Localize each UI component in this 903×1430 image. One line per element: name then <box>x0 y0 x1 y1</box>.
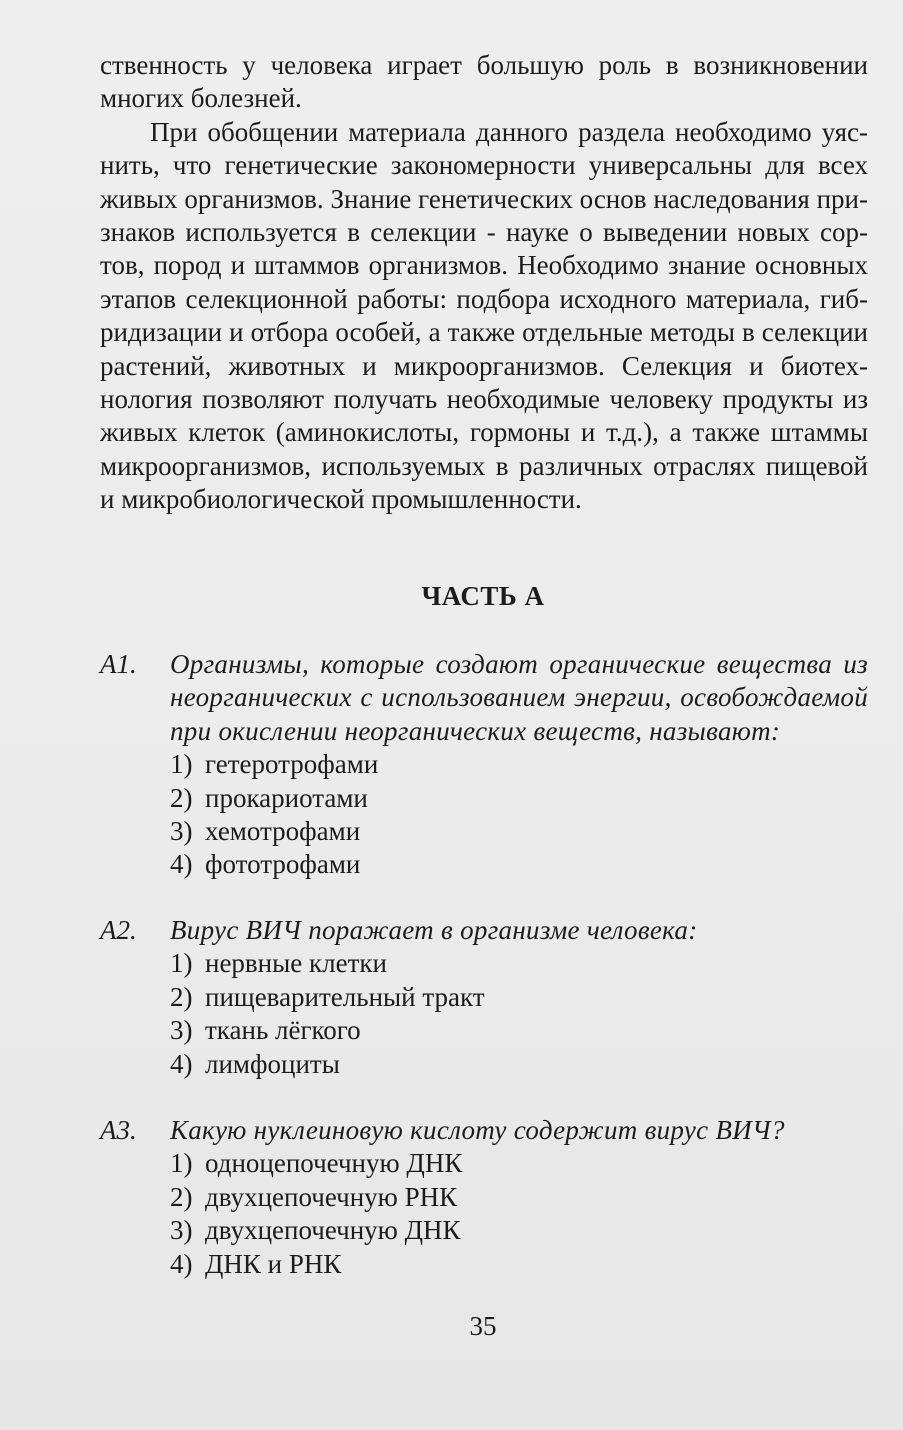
option-text: фототрофами <box>205 849 361 880</box>
answer-option <box>170 1214 868 1247</box>
option-number: 4) <box>170 849 193 880</box>
question-number: А1. <box>100 649 137 679</box>
option-text: хемотрофами <box>205 816 361 847</box>
option-number: 1) <box>170 948 193 979</box>
answer-option <box>170 1248 868 1281</box>
answer-option <box>170 981 868 1014</box>
page-number: 35 <box>469 1311 497 1341</box>
question-a1 <box>100 648 868 882</box>
option-text: прокариотами <box>205 782 368 813</box>
option-number: 2) <box>170 981 193 1012</box>
answer-option <box>170 782 868 815</box>
answer-options <box>170 748 868 882</box>
answer-option <box>170 815 868 848</box>
question-a2 <box>100 914 868 1081</box>
option-number: 2) <box>170 1181 193 1212</box>
option-number: 2) <box>170 782 193 813</box>
question-number: А3. <box>100 1115 137 1145</box>
question-text: Вирус ВИЧ поражает в организме человека: <box>170 915 698 945</box>
answer-option <box>170 848 868 881</box>
option-text: одноцепочечную ДНК <box>205 1148 463 1179</box>
option-text: нервные клетки <box>205 948 387 979</box>
answer-option <box>170 947 868 980</box>
question-text: Организмы, которые создают органические вещества из неорганических с использованием энергии, освобождаемой при окислении неорганических веществ, называют: <box>170 649 868 746</box>
option-number: 4) <box>170 1048 193 1079</box>
answer-option <box>170 1181 868 1214</box>
option-number: 3) <box>170 1215 193 1246</box>
answer-option <box>170 748 868 781</box>
option-number: 3) <box>170 816 193 847</box>
answer-option <box>170 1147 868 1180</box>
paragraph-summary: При обобщении материала данного раздела необходимо уяснить, что генетические закономерности универсальны для всех живых организмов. Знание генетических основ наследования признаков используется в селекции - науке о выведении новых сортов, пород и штаммов организмов. Необходимо знание основных этапов селекционной работы: подбора исходного материала, гибридизации и отбора особей, а также отдельные методы в селекции растений, животных и микроорганизмов. Селекция и биотехнология позволяют получать необходимые человеку продукты из живых клеток (аминокислоты, гормоны и т.д.), а также штаммы микроорганизмов, используемых в различных отраслях пищевой и микробиологической промышленности. <box>100 116 868 515</box>
option-text: гетеротрофами <box>205 749 379 780</box>
option-number: 1) <box>170 749 193 780</box>
intro-text <box>100 49 868 517</box>
question-text: Какую нуклеиновую кислоту содержит вирус ВИЧ? <box>170 1115 785 1145</box>
option-number: 3) <box>170 1015 193 1046</box>
answer-option <box>170 1048 868 1081</box>
option-number: 1) <box>170 1148 193 1179</box>
option-text: пищеварительный тракт <box>205 981 485 1012</box>
question-a3 <box>100 1114 868 1281</box>
option-text: ДНК и РНК <box>205 1248 342 1279</box>
section-title: ЧАСТЬ А <box>421 581 545 611</box>
option-text: двухцепочечную РНК <box>205 1181 458 1212</box>
option-number: 4) <box>170 1248 193 1279</box>
option-text: двухцепочечную ДНК <box>205 1215 461 1246</box>
option-text: ткань лёгкого <box>205 1015 361 1046</box>
answer-option <box>170 1014 868 1047</box>
question-number: А2. <box>100 915 137 945</box>
option-text: лимфоциты <box>205 1048 340 1079</box>
answer-options <box>170 947 868 1081</box>
paragraph-continuation: ственность у человека играет большую роль в возникновении многих болезней. <box>100 50 868 114</box>
answer-options <box>170 1147 868 1281</box>
